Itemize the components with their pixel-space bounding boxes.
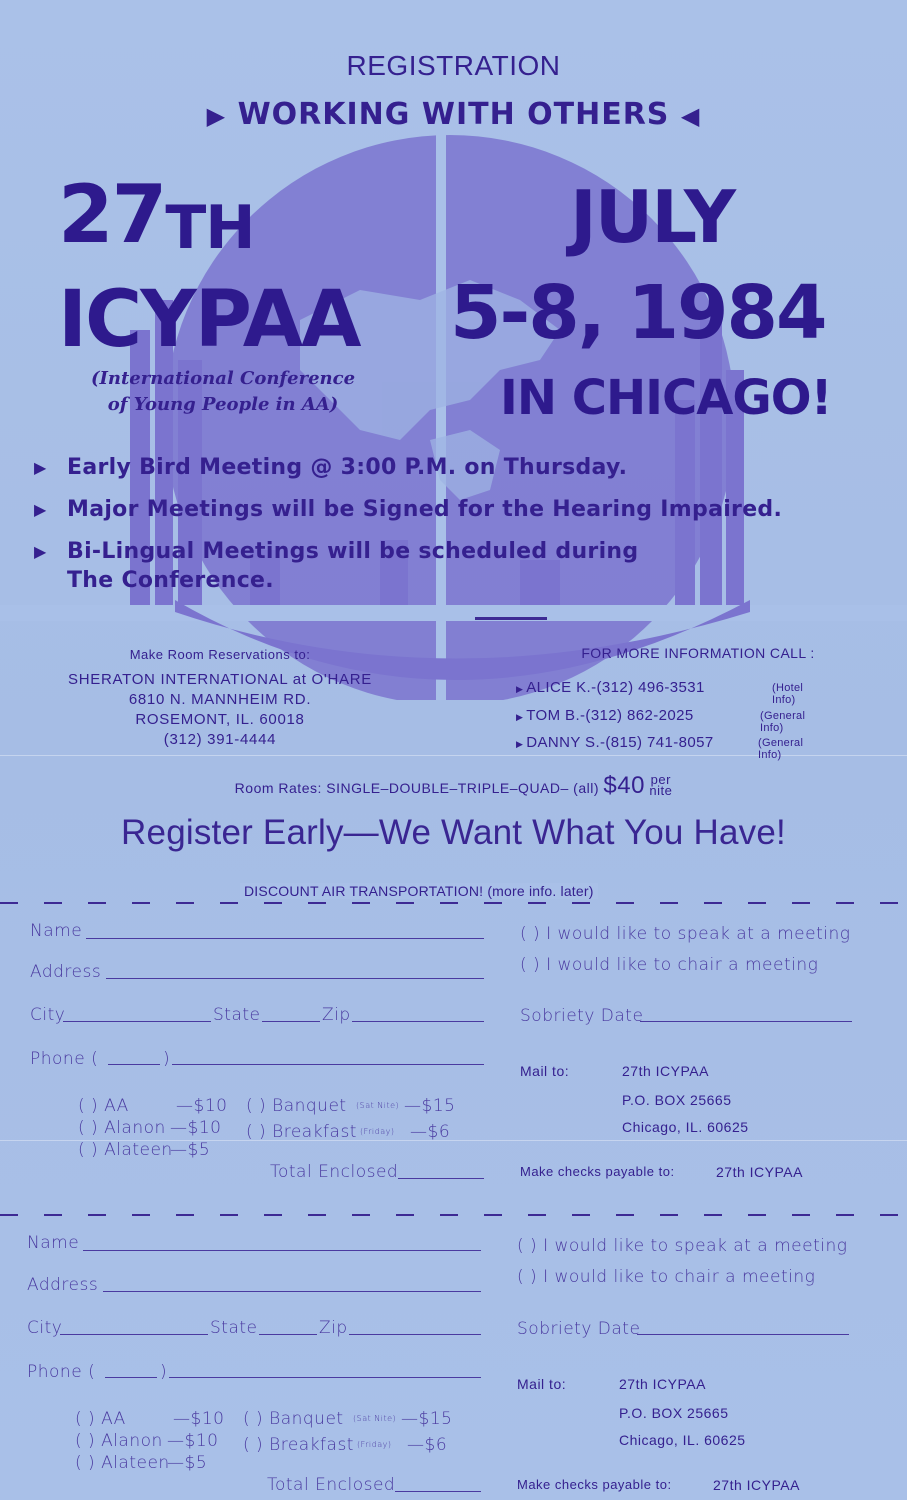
banquet-checkbox[interactable]: ( ) Banquet <box>246 1096 347 1116</box>
alanon-checkbox[interactable]: ( ) Alanon <box>75 1431 163 1451</box>
name-field[interactable] <box>86 938 484 939</box>
contact-row: ▶ TOM B.-(312) 862-2025 (General Info) <box>516 707 806 734</box>
event-month: JULY <box>570 175 735 259</box>
area-code-field[interactable] <box>108 1064 160 1065</box>
arrow-right-icon: ▶ <box>206 102 227 130</box>
contact-row: ▶ DANNY S.-(815) 741-8057 (General Info) <box>516 734 804 761</box>
alateen-checkbox[interactable]: ( ) Alateen <box>75 1453 170 1473</box>
conference-name: ICYPAA <box>58 275 360 365</box>
name-field[interactable] <box>83 1250 481 1251</box>
address-field[interactable] <box>106 978 484 979</box>
bullet-arrow-icon: ▶ <box>34 458 47 477</box>
cut-line <box>0 1214 907 1216</box>
highlights-list <box>30 453 870 608</box>
registration-heading: REGISTRATION <box>346 50 561 81</box>
aa-checkbox[interactable]: ( ) AA <box>78 1096 129 1116</box>
breakfast-checkbox[interactable]: ( ) Breakfast <box>246 1122 357 1142</box>
list-item: ▶ Early Bird Meeting @ 3:00 P.M. on Thursday. <box>34 455 628 480</box>
list-item: ▶ Bi-Lingual Meetings will be scheduled during The Conference. <box>34 539 639 593</box>
chair-checkbox[interactable]: ( ) I would like to chair a meeting <box>520 955 819 975</box>
chair-checkbox[interactable]: ( ) I would like to chair a meeting <box>517 1267 816 1287</box>
bullet-arrow-icon: ▶ <box>34 542 47 561</box>
hotel-reservations: Make Room Reservations to: SHERATON INTERNATIONAL at O'HARE 6810 N. MANNHEIM RD. ROSEMONT, IL. 60018 (312) 391-4444 <box>68 647 372 748</box>
contact-row: ▶ ALICE K.-(312) 496-3531 (Hotel Info) <box>516 679 804 706</box>
slogan: Register Early—We Want What You Have! <box>121 813 786 852</box>
zip-field[interactable] <box>349 1334 481 1335</box>
banquet-checkbox[interactable]: ( ) Banquet <box>243 1409 344 1429</box>
info-contacts: FOR MORE INFORMATION CALL : ▶ ALICE K.-(312) 496-3531 (Hotel Info) ▶ TOM B.-(312) 862-2025 (General Info) ▶ DANNY S.-(815) 741-8057 (General Info) <box>516 645 815 761</box>
state-field[interactable] <box>262 1021 320 1022</box>
phone-field[interactable] <box>169 1377 481 1378</box>
conference-full-name: (International Conference of Young People in AA) <box>90 368 356 415</box>
conference-number: 27TH <box>58 168 255 263</box>
speak-checkbox[interactable]: ( ) I would like to speak at a meeting <box>520 924 851 944</box>
total-enclosed-field[interactable] <box>398 1178 484 1179</box>
speak-checkbox[interactable]: ( ) I would like to speak at a meeting <box>517 1236 848 1256</box>
breakfast-checkbox[interactable]: ( ) Breakfast <box>243 1435 354 1455</box>
area-code-field[interactable] <box>105 1377 157 1378</box>
event-dates: 5-8, 1984 <box>450 270 826 356</box>
discount-note: DISCOUNT AIR TRANSPORTATION! (more info. later) <box>240 883 598 899</box>
bullet-arrow-icon: ▶ <box>34 500 47 519</box>
theme-banner <box>0 97 907 132</box>
list-item: ▶ Major Meetings will be Signed for the Hearing Impaired. <box>34 497 783 522</box>
phone-field[interactable] <box>172 1064 484 1065</box>
address-field[interactable] <box>103 1291 481 1292</box>
state-field[interactable] <box>259 1334 317 1335</box>
alateen-checkbox[interactable]: ( ) Alateen <box>78 1140 173 1160</box>
sobriety-date-field[interactable] <box>637 1334 849 1335</box>
cut-line <box>0 902 907 904</box>
theme-text: WORKING WITH OTHERS <box>237 97 670 132</box>
zip-field[interactable] <box>352 1021 484 1022</box>
ordinal-suffix: TH <box>165 193 255 263</box>
city-field[interactable] <box>60 1334 208 1335</box>
total-enclosed-field[interactable] <box>395 1491 481 1492</box>
event-city: IN CHICAGO! <box>500 370 832 426</box>
sobriety-date-field[interactable] <box>640 1021 852 1022</box>
room-rates: Room Rates: SINGLE–DOUBLE–TRIPLE–QUAD– (all) $40 per nite <box>234 772 673 799</box>
aa-checkbox[interactable]: ( ) AA <box>75 1409 126 1429</box>
city-field[interactable] <box>63 1021 211 1022</box>
alanon-checkbox[interactable]: ( ) Alanon <box>78 1118 166 1138</box>
arrow-left-icon: ◀ <box>680 102 701 130</box>
rate-price: $40 <box>603 772 645 799</box>
registration-flyer: REGISTRATION ▶ WORKING WITH OTHERS ◀ 27TH ICYPAA (International Conference of Young People in AA) JULY 5-8, 1984 IN CHICAGO! ▶ Early Bird Meeting @ 3:00 P.M. on Thursday. ▶ Major Meetings will be Signed for the Hearing Impaired. ▶ Bi-Lingual Meetings will be scheduled during The Conference. Make Room Reservations to: SHERATON INTERNATIONAL at O'HARE 6810 N. MANNHEIM RD. ROSEMONT, IL. 60018 (312) 391-4444 FOR MORE INFORMATION CALL : ▶ ALICE K.-(312) 496-3531 (Hotel Info) ▶ TOM B.-(312) 862-2025 (General Info) ▶ DANNY S.-(815) 741-8057 (General Info) Room Rates: SINGLE–DOUBLE–TRIPLE–QUAD– (all) $40 per nite Register Early—We Want What You Have! DISCOUNT AIR TRANSPORTATION! (more info. later) Name Address City State Zip Phone ( ) ( ) AA —$10 ( ) Alanon —$10 ( ) Alateen —$5 ( ) Banquet (Sat Nite) —$15 ( ) Breakfast (Friday) —$6 Total Enclosed ( ) I would like to speak at a meeting ( ) I would like to chair a meeting Sobriety Date Mail to: 27th ICYPAA P.O. BOX 25665 Chicago, IL. 60625 Make checks payable to: 27th ICYPAA Name Address City State Zip Phone ( ) ( ) AA —$10 ( ) Alanon —$10 ( ) Alateen —$5 ( ) Banquet (Sat Nite) —$15 ( ) Breakfast (Friday) —$6 Total Enclosed ( ) I would like to speak at a meeting ( ) I would like to chair a meeting Sobriety Date Mail to: 27th ICYPAA P.O. BOX 25665 Chicago, IL. 60625 Make checks payable to: 27th ICYPAA <box>0 0 907 1500</box>
